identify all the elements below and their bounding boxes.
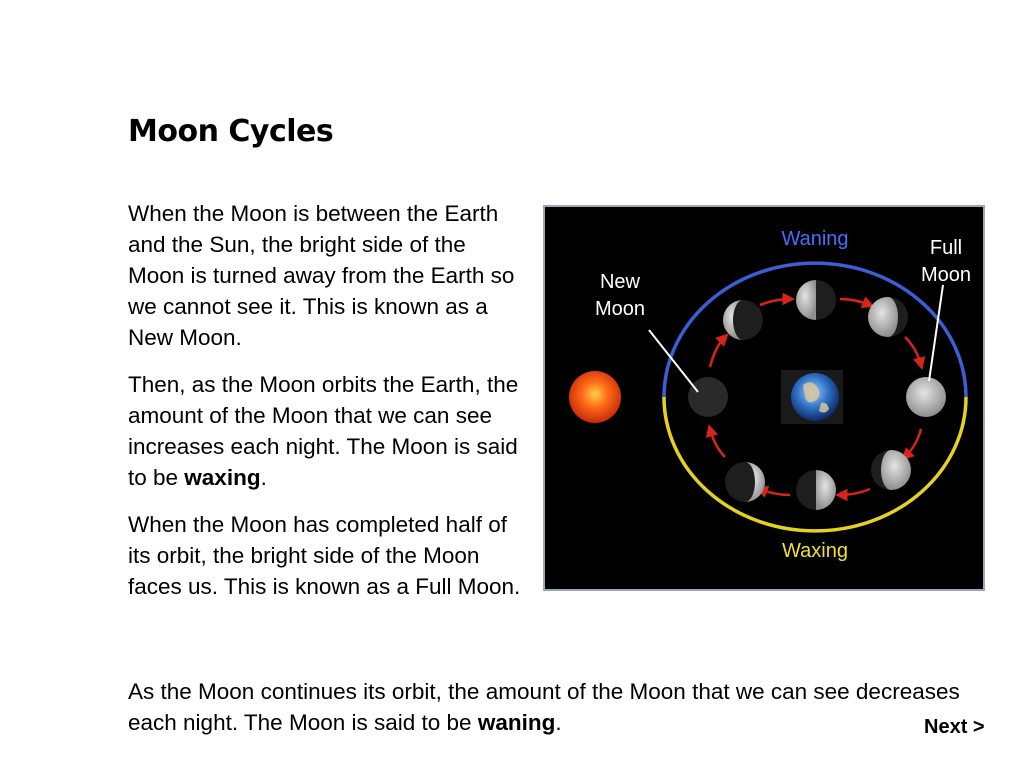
waning-term: waning bbox=[477, 710, 556, 735]
moon-last-quarter bbox=[796, 280, 836, 320]
paragraph-full-moon: When the Moon has completed half of its orbit, the bright side of the Moon faces us. This is known as a Full Moon. bbox=[128, 512, 521, 599]
paragraph-waxing-text: Then, as the Moon orbits the Earth, the amount of the Moon that we can see increases each night. The Moon is said to be bbox=[128, 372, 519, 490]
paragraph-waning bbox=[128, 676, 988, 738]
waning-label: Waning bbox=[781, 228, 849, 250]
new-moon-label-line2: Moon bbox=[594, 298, 646, 320]
next-button[interactable]: Next > bbox=[924, 716, 985, 738]
sun bbox=[569, 371, 621, 423]
paragraph-waning-text: As the Moon continues its orbit, the amount of the Moon that we can see decreases each night. The Moon is said to be bbox=[128, 679, 960, 735]
moon-new bbox=[688, 377, 728, 417]
paragraph-new-moon: When the Moon is between the Earth and the Sun, the bright side of the Moon is turned away from the Earth so we cannot see it. This is known as a New Moon. bbox=[128, 201, 515, 350]
paragraph-waning-end: . bbox=[555, 710, 562, 735]
moon-waxing-crescent bbox=[725, 462, 765, 502]
moon-full bbox=[906, 377, 946, 417]
new-moon-pointer bbox=[649, 330, 698, 392]
moon-waning-gibbous bbox=[868, 297, 908, 337]
body-text bbox=[128, 198, 528, 618]
moon-phase-diagram bbox=[543, 205, 985, 591]
paragraph-waxing-end: . bbox=[260, 465, 267, 490]
full-moon-label bbox=[912, 235, 980, 289]
full-moon-pointer bbox=[929, 285, 943, 381]
waxing-label: Waxing bbox=[782, 540, 848, 562]
new-moon-label bbox=[585, 269, 655, 323]
moon-first-quarter bbox=[796, 470, 836, 510]
paragraph-waxing bbox=[128, 369, 528, 493]
moon-waxing-gibbous bbox=[871, 450, 911, 490]
waxing-term: waxing bbox=[184, 465, 261, 490]
full-moon-label-line1: Full bbox=[929, 237, 963, 259]
full-moon-label-line2: Moon bbox=[920, 264, 972, 286]
moon-waning-crescent bbox=[723, 300, 763, 340]
new-moon-label-line1: New bbox=[599, 271, 640, 293]
page-title: Moon Cycles bbox=[128, 114, 334, 149]
